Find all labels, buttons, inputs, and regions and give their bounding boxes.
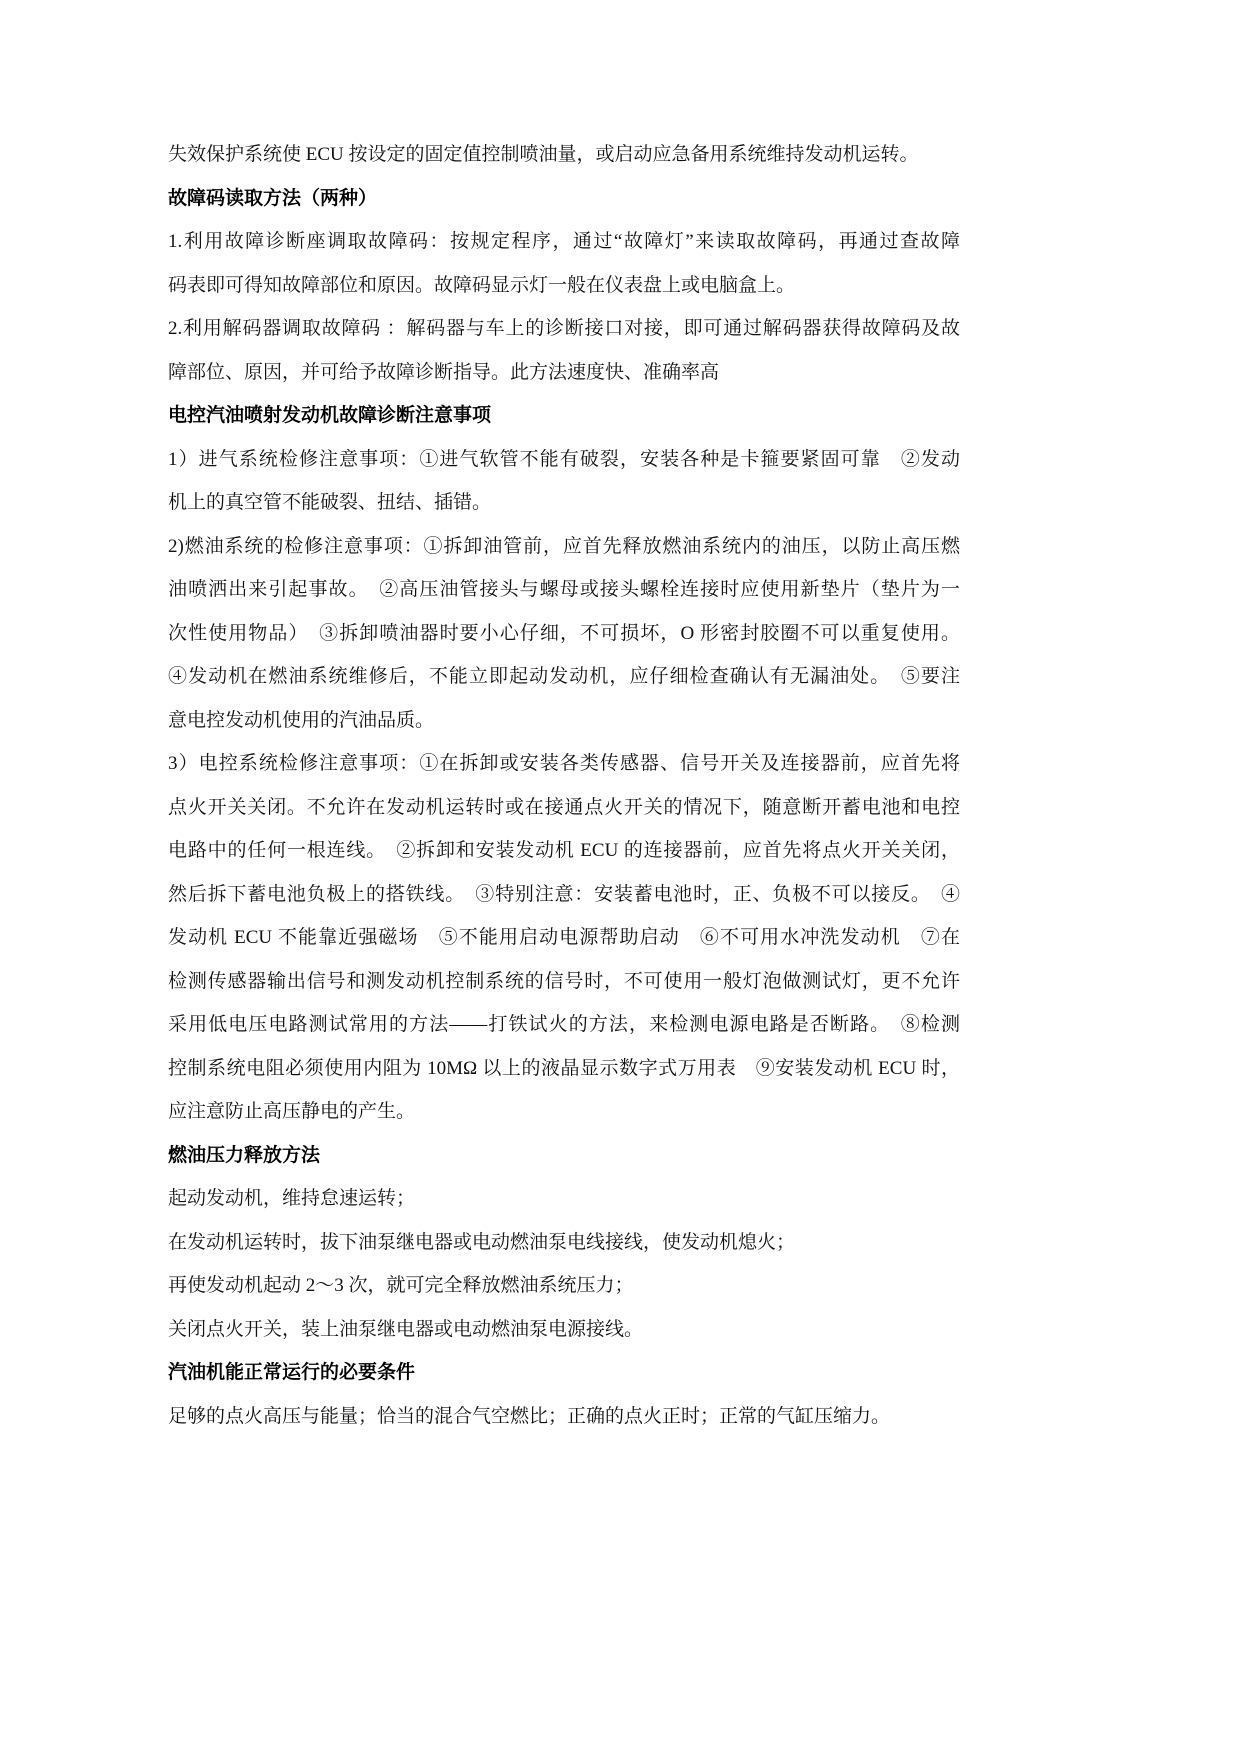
paragraph-line: 应注意防止高压静电的产生。	[168, 1101, 416, 1122]
document-body	[168, 133, 960, 1438]
section-diagnosis-precautions	[168, 394, 960, 1134]
paragraph	[168, 1221, 960, 1265]
paragraph-line: 发动机 ECU 不能靠近强磁场 ⑤不能用启动电源帮助启动 ⑥不可用水冲洗发动机 ⑦在	[168, 927, 960, 948]
paragraph-line: 关闭点火开关，装上油泵继电器或电动燃油泵电源接线。	[168, 1318, 644, 1340]
paragraph	[168, 1308, 960, 1352]
paragraph-line: 2.利用解码器调取故障码 ：解码器与车上的诊断接口对接，即可通过解码器获得故障码及故	[168, 318, 960, 339]
paragraph	[168, 220, 960, 307]
paragraph	[168, 742, 960, 1134]
paragraph-line: 1.利用故障诊断座调取故障码：按规定程序，通过“故障灯”来读取故障码，再通过查故障	[168, 231, 960, 252]
paragraph-line: 失效保护系统使 ECU 按设定的固定值控制喷油量，或启动应急备用系统维持发动机运转。	[168, 144, 919, 165]
paragraph-line: 控制系统电阻必须使用内阻为 10MΩ 以上的液晶显示数字式万用表 ⑨安装发动机 ECU 时，	[168, 1057, 960, 1079]
paragraph-line: 障部位、原因，并可给予故障诊断指导。此方法速度快、准确率高	[168, 361, 720, 383]
section-engine-requirements	[168, 1351, 960, 1438]
paragraph-line: 采用低电压电路测试常用的方法——打铁试火的方法，来检测电源电路是否断路。 ⑧检测	[168, 1014, 960, 1035]
paragraph-line: 次性使用物品） ③拆卸喷油器时要小心仔细，不可损坏，O 形密封胶圈不可以重复使用。	[168, 622, 960, 644]
paragraph	[168, 133, 960, 177]
paragraph-line: 然后拆下蓄电池负极上的搭铁线。 ③特别注意：安装蓄电池时，正、负极不可以接反。 ④	[168, 883, 960, 905]
paragraph	[168, 438, 960, 525]
section-heading: 燃油压力释放方法	[168, 1144, 321, 1166]
section-fault-code-reading	[168, 177, 960, 395]
paragraph	[168, 1264, 960, 1308]
paragraph-line: 机上的真空管不能破裂、扭结、插错。	[168, 492, 492, 513]
paragraph	[168, 1177, 960, 1221]
paragraph-line: 足够的点火高压与能量；恰当的混合气空燃比；正确的点火正时；正常的气缸压缩力。	[168, 1405, 891, 1427]
paragraph-line: 意电控发动机使用的汽油品质。	[168, 709, 435, 731]
paragraph-line: ④发动机在燃油系统维修后，不能立即起动发动机，应仔细检查确认有无漏油处。 ⑤要注	[168, 666, 960, 687]
paragraph-line: 油喷洒出来引起事故。 ②高压油管接头与螺母或接头螺栓连接时应使用新垫片（垫片为一	[168, 579, 960, 600]
paragraph-line: 起动发动机，维持怠速运转；	[168, 1188, 416, 1209]
section-intro	[168, 133, 960, 177]
paragraph	[168, 1395, 960, 1439]
section-fuel-pressure-release	[168, 1134, 960, 1352]
paragraph-line: 3）电控系统检修注意事项：①在拆卸或安装各类传感器、信号开关及连接器前，应首先将	[168, 753, 960, 774]
paragraph-line: 在发动机运转时，拔下油泵继电器或电动燃油泵电线接线，使发动机熄火；	[168, 1231, 796, 1253]
paragraph-line: 1）进气系统检修注意事项：①进气软管不能有破裂，安装各种是卡箍要紧固可靠 ②发动	[168, 448, 960, 470]
paragraph-line: 点火开关关闭。不允许在发动机运转时或在接通点火开关的情况下，随意断开蓄电池和电控	[168, 796, 960, 818]
paragraph-line: 2)燃油系统的检修注意事项：①拆卸油管前，应首先释放燃油系统内的油压，以防止高压燃	[168, 535, 960, 557]
paragraph-line: 再使发动机起动 2～3 次，就可完全释放燃油系统压力；	[168, 1275, 634, 1296]
paragraph-line: 码表即可得知故障部位和原因。故障码显示灯一般在仪表盘上或电脑盒上。	[168, 274, 796, 296]
paragraph	[168, 307, 960, 394]
paragraph-line: 检测传感器输出信号和测发动机控制系统的信号时，不可使用一般灯泡做测试灯，更不允许	[168, 970, 960, 992]
section-heading: 故障码读取方法（两种）	[168, 187, 378, 209]
paragraph-line: 电路中的任何一根连线。 ②拆卸和安装发动机 ECU 的连接器前，应首先将点火开关关闭，	[168, 840, 960, 861]
section-heading: 电控汽油喷射发动机故障诊断注意事项	[168, 405, 492, 426]
section-heading: 汽油机能正常运行的必要条件	[168, 1362, 416, 1383]
paragraph	[168, 525, 960, 743]
